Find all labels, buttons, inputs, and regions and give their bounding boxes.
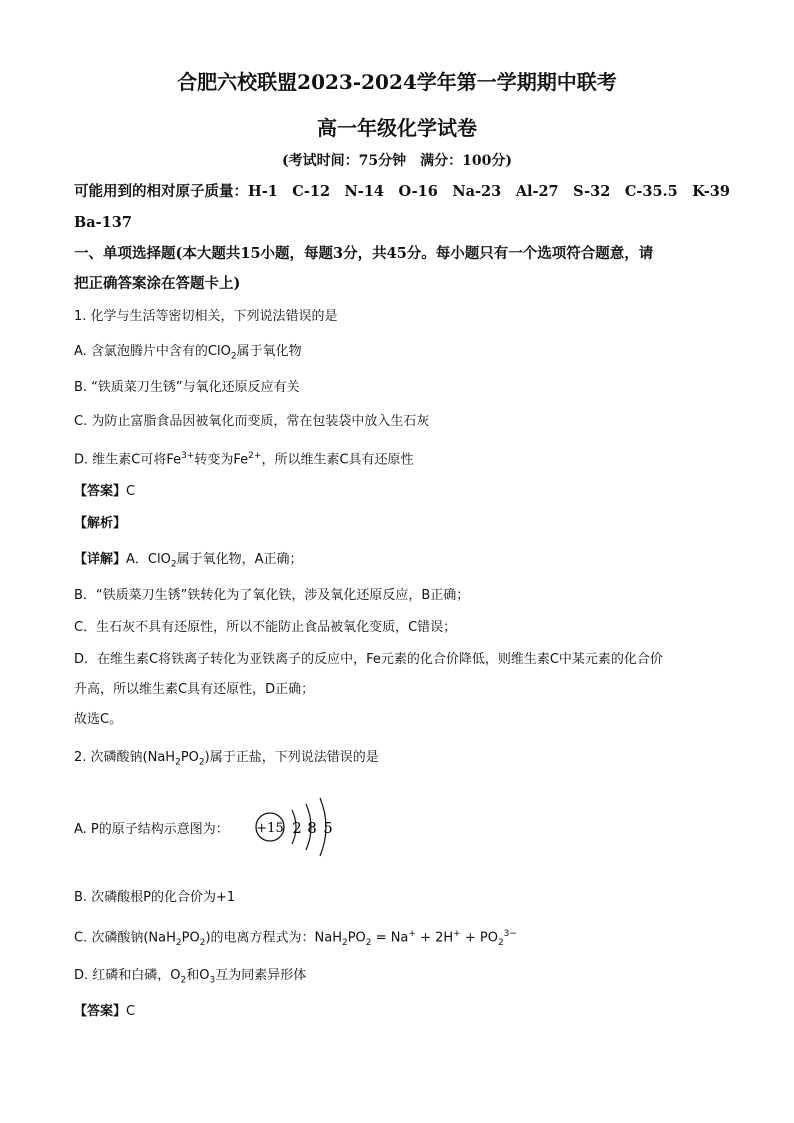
q1-option-a: A. 含氯泡腾片中含有的ClO$_2$属于氧化物 bbox=[74, 344, 302, 362]
atomic-mass-line-1: 可能用到的相对原子质量：H-1 C-12 N-14 O-16 Na-23 Al-27 S-32 C-35.5 K-39 bbox=[74, 183, 730, 200]
q2-option-b: B. 次磷酸根P的化合价为+1 bbox=[74, 890, 236, 905]
section-1-heading: 一、单项选择题(本大题共15小题，每题3分，共45分。每小题只有一个选项符合题意，请 bbox=[74, 245, 654, 262]
q2-option-a: A. P的原子结构示意图为： bbox=[74, 822, 229, 837]
q1-stem: 1. 化学与生活等密切相关，下列说法错误的是 bbox=[74, 309, 338, 324]
q1-option-c: C. 为防止富脂食品因被氧化而变质，常在包装袋中放入生石灰 bbox=[74, 414, 430, 429]
q1-detail-d-cont: 升高，所以维生素C具有还原性，D正确； bbox=[74, 682, 315, 697]
q1-conclusion: 故选C。 bbox=[74, 712, 123, 727]
atom-nucleus-label: +15 bbox=[256, 821, 284, 836]
q1-detail-c: C．生石灰不具有还原性，所以不能防止食品被氧化变质，C错误； bbox=[74, 620, 457, 635]
q1-detail-b: B．“铁质菜刀生锈”铁转化为了氧化铁，涉及氧化还原反应，B正确； bbox=[74, 588, 470, 603]
atom-shell-1: 2 bbox=[292, 819, 302, 837]
section-1-heading-cont: 把正确答案涂在答题卡上) bbox=[74, 275, 241, 292]
q1-answer: 【答案】C bbox=[74, 484, 136, 499]
q1-option-b: B. “铁质菜刀生锈”与氧化还原反应有关 bbox=[74, 380, 300, 395]
exam-title: 合肥六校联盟2023-2024学年第一学期期中联考 bbox=[177, 70, 617, 94]
exam-subtitle: 高一年级化学试卷 bbox=[317, 116, 477, 140]
exam-info: (考试时间：75分钟 满分：100分) bbox=[282, 153, 512, 169]
q1-detail-d: D．在维生素C将铁离子转化为亚铁离子的反应中，Fe元素的化合价降低，则维生素C中某元素的化合价 bbox=[74, 652, 663, 667]
atom-shell-3: 5 bbox=[323, 819, 333, 837]
q1-option-d: D. 维生素C可将$Fe^{3+}$转变为$Fe^{2+}$，所以维生素C具有还原性 bbox=[74, 451, 414, 468]
atomic-mass-line-2: Ba-137 bbox=[74, 214, 132, 231]
q1-detail-a: 【详解】A．ClO$_2$属于氧化物，A正确； bbox=[74, 552, 303, 570]
phosphorus-atom-structure-diagram bbox=[254, 796, 344, 858]
q2-answer: 【答案】C bbox=[74, 1004, 136, 1019]
q2-stem: 2. 次磷酸钠$(NaH_2PO_2)$属于正盐，下列说法错误的是 bbox=[74, 750, 379, 768]
q1-analysis-tag: 【解析】 bbox=[74, 516, 127, 531]
q2-option-c: C. 次磷酸钠$(NaH_2PO_2)$的电离方程式为：$NaH_2PO_2 = Na^+ + 2H^+ + PO_2^{3-}$ bbox=[74, 929, 517, 948]
atom-shell-2: 8 bbox=[307, 819, 317, 837]
q2-option-d: D. 红磷和白磷，$O_2$和$O_3$互为同素异形体 bbox=[74, 968, 307, 986]
